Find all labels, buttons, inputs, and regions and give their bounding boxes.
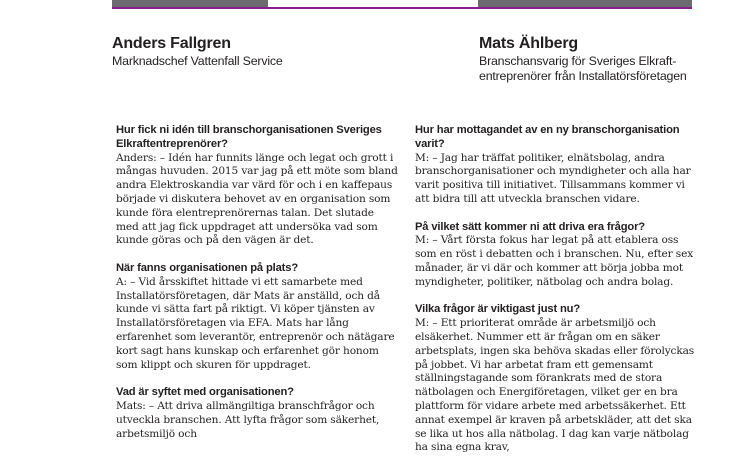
answer: M: – Ett prioriterat område är arbetsmiljö och elsäkerhet. Nummer ett är frågan om en säker arbetsplats, ingen ska behöva skadas eller förolyckas på jobbet. Vi har arbetat fram ett gemensamt ställningstagande som förankrats med de stora nätbolagen och Energiföretagen, vilket ger en bra plattform för vidare arbete med arbetssäkerhet. Ett annat exempel är kraven på arbetskläder, att det ska se lika ut hos alla nätbolag. I dag kan varje nätbolag ha sina egna krav, bbox=[415, 317, 695, 454]
answer: Anders: – Idén har funnits länge och legat och grott i mångas huvuden. 2015 var jag på ett möte som bland andra Elektroskandia var värd för och i en kaffepaus började vi diskutera behovet av en organisation som kunde föra elentreprenörernas talan. Det slutade med att jag fick uppdraget att undersöka vad som kunde göras och på den vägen är det. bbox=[116, 151, 398, 247]
qa-block bbox=[415, 124, 699, 207]
person-name: Mats Ählberg bbox=[479, 35, 578, 52]
answer: A: – Vid årsskiftet hittade vi ett samarbete med Installatörsföretagen, där Mats är anställd, och då kunde vi sätta fart på riktigt. Vi köper tjänsten av Installatörsföretagen via EFA. Mats har lång erfarenhet som leverantör, entreprenör och nätägare kort sagt hans kunskap och erfarenhet gör honom som klippt och skuren för uppdraget. bbox=[116, 275, 395, 371]
question: Vilka frågor är viktigast just nu? bbox=[415, 303, 581, 316]
divider bbox=[112, 7, 692, 9]
qa-block bbox=[116, 262, 398, 372]
person-title: Branschansvarig för Sveriges Elkraft-entreprenörer från Installatörsföretagen bbox=[479, 54, 687, 83]
qa-block bbox=[116, 386, 398, 441]
person-card-anders bbox=[112, 34, 412, 69]
qa-block bbox=[415, 303, 699, 455]
qa-block bbox=[116, 124, 398, 248]
question: Hur fick ni idén till branschorganisationen Sveriges Elkraftentreprenörer? bbox=[116, 124, 382, 150]
qa-block bbox=[415, 221, 699, 290]
person-title: Marknadschef Vattenfall Service bbox=[112, 54, 283, 68]
question: Vad är syftet med organisationen? bbox=[116, 386, 294, 399]
question: Hur har mottagandet av en ny branschorganisation varit? bbox=[415, 124, 680, 150]
person-card-mats bbox=[479, 34, 729, 84]
question: När fanns organisationen på plats? bbox=[116, 261, 299, 274]
left-column bbox=[116, 124, 398, 455]
answer: M: – Vårt första fokus har legat på att etablera oss som en röst i debatten och i branschen. Nu, efter sex månader, är vi där och kommer att börja jobba mot myndigheter, politiker, nätbolag och andra bolag. bbox=[415, 234, 694, 288]
answer: Mats: – Att driva allmängiltiga branschfrågor och utveckla branschen. Att lyfta frågor som säkerhet, arbetsmiljö och bbox=[116, 399, 380, 440]
right-column bbox=[415, 124, 699, 469]
answer: M: – Jag har träffat politiker, elnätsbolag, andra branschorganisationer och myndigheter och alla har varit positiva till initiativet. Tillsammans kommer vi att bidra till att utveckla branschen vidare. bbox=[415, 151, 691, 205]
person-name: Anders Fallgren bbox=[112, 35, 231, 52]
question: På vilket sätt kommer ni att driva era frågor? bbox=[415, 220, 645, 233]
